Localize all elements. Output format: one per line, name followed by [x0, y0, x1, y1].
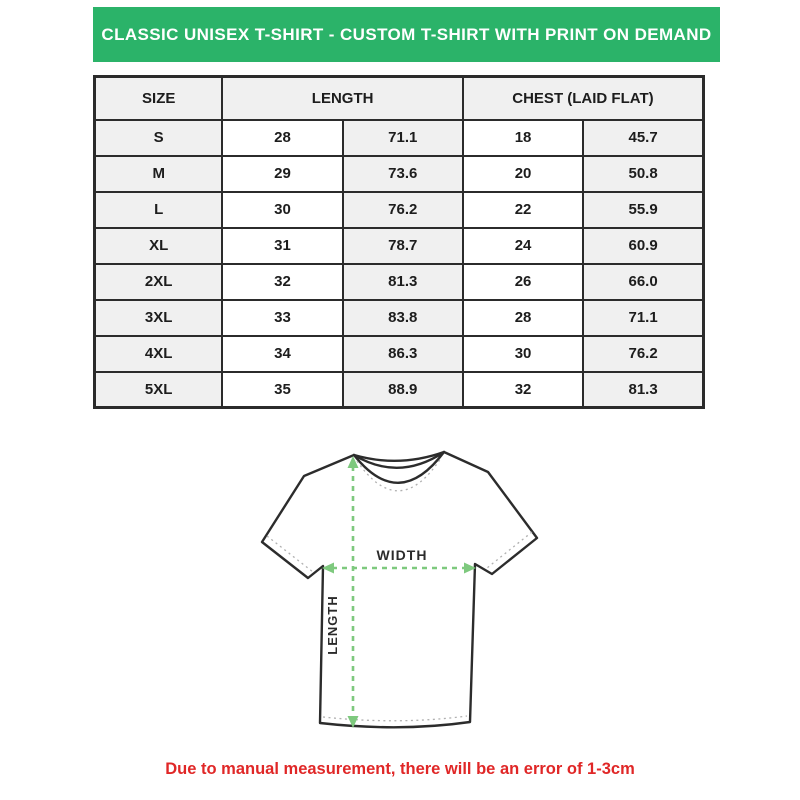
length-in-cell: 28	[222, 120, 342, 156]
length-in-cell: 29	[222, 156, 342, 192]
chest-cm-cell: 50.8	[583, 156, 703, 192]
length-in-cell: 31	[222, 228, 342, 264]
table-row	[95, 120, 704, 156]
size-cell: M	[95, 156, 223, 192]
table-row	[95, 336, 704, 372]
size-cell: S	[95, 120, 223, 156]
tshirt-measurement-diagram	[240, 430, 560, 750]
column-header-length: LENGTH	[222, 77, 463, 120]
length-cm-cell: 81.3	[343, 264, 463, 300]
chest-in-cell: 22	[463, 192, 583, 228]
width-label: WIDTH	[376, 547, 428, 563]
size-cell: 5XL	[95, 372, 223, 408]
chest-cm-cell: 60.9	[583, 228, 703, 264]
chest-cm-cell: 55.9	[583, 192, 703, 228]
length-cm-cell: 83.8	[343, 300, 463, 336]
length-in-cell: 32	[222, 264, 342, 300]
chest-in-cell: 26	[463, 264, 583, 300]
chest-cm-cell: 81.3	[583, 372, 703, 408]
title-banner	[93, 7, 720, 62]
size-cell: 3XL	[95, 300, 223, 336]
chest-cm-cell: 66.0	[583, 264, 703, 300]
length-label: LENGTH	[325, 595, 340, 655]
chest-cm-cell: 45.7	[583, 120, 703, 156]
chest-in-cell: 18	[463, 120, 583, 156]
length-in-cell: 33	[222, 300, 342, 336]
size-cell: 4XL	[95, 336, 223, 372]
size-cell: 2XL	[95, 264, 223, 300]
measurement-error-note: Due to manual measurement, there will be an error of 1-3cm	[165, 760, 635, 778]
chest-in-cell: 30	[463, 336, 583, 372]
length-cm-cell: 88.9	[343, 372, 463, 408]
column-header-size: SIZE	[95, 77, 223, 120]
length-cm-cell: 76.2	[343, 192, 463, 228]
length-cm-cell: 71.1	[343, 120, 463, 156]
column-header-chest: CHEST (LAID FLAT)	[463, 77, 704, 120]
size-cell: XL	[95, 228, 223, 264]
page-title: CLASSIC UNISEX T-SHIRT - CUSTOM T-SHIRT WITH PRINT ON DEMAND	[101, 24, 712, 44]
chest-cm-cell: 76.2	[583, 336, 703, 372]
length-cm-cell: 78.7	[343, 228, 463, 264]
length-in-cell: 30	[222, 192, 342, 228]
chest-in-cell: 24	[463, 228, 583, 264]
table-row	[95, 156, 704, 192]
size-chart-table	[93, 75, 705, 409]
length-in-cell: 34	[222, 336, 342, 372]
chest-in-cell: 28	[463, 300, 583, 336]
table-row	[95, 192, 704, 228]
length-in-cell: 35	[222, 372, 342, 408]
table-row	[95, 228, 704, 264]
tshirt-outline	[262, 452, 537, 727]
table-row	[95, 264, 704, 300]
chest-in-cell: 32	[463, 372, 583, 408]
table-row	[95, 372, 704, 408]
chest-in-cell: 20	[463, 156, 583, 192]
header-row	[95, 77, 704, 120]
chest-cm-cell: 71.1	[583, 300, 703, 336]
length-cm-cell: 73.6	[343, 156, 463, 192]
table-row	[95, 300, 704, 336]
size-cell: L	[95, 192, 223, 228]
length-cm-cell: 86.3	[343, 336, 463, 372]
